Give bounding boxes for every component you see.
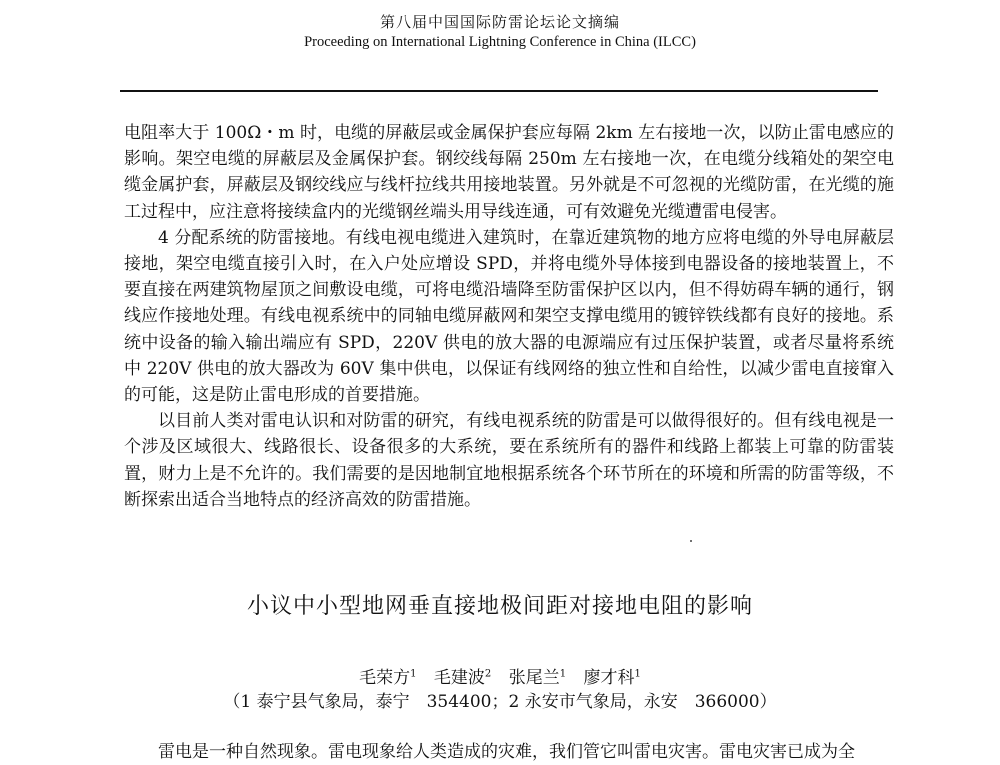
speck [690,540,692,542]
body-text [124,120,894,513]
author-list [120,662,880,690]
author-name: 毛建波 [433,667,485,688]
author [509,668,566,688]
author-affil-mark: 1 [559,668,567,679]
header-rule [120,90,878,92]
author [583,668,640,688]
paragraph-3: 以目前人类对雷电认识和对防雷的研究，有线电视系统的防雷是可以做得很好的。但有线电视是一个涉及区域很大、线路很长、设备很多的大系统，要在系统所有的器件和线路上都装上可靠的防雷装置，财力上是不允许的。我们需要的是因地制宜地根据系统各个环节所在的环境和所需的防雷等级，不断探索出适合当地特点的经济高效的防雷措施。 [124,411,894,510]
article-first-line: 雷电是一种自然现象。雷电现象给人类造成的灾难，我们管它叫雷电灾害。雷电灾害已成为全 [158,742,855,762]
header-title-cn: 第八届中国国际防雷论坛论文摘编 [379,13,620,31]
running-header [120,12,880,52]
author-name: 廖才科 [583,667,635,688]
author-affil-mark: 1 [410,668,417,679]
article-body-start [124,739,894,765]
author-affil-mark: 2 [484,668,492,679]
article-title: 小议中小型地网垂直接地极间距对接地电阻的影响 [246,594,753,619]
author [434,668,491,688]
author-name: 毛荣方 [359,667,411,688]
paragraph-2: 4 分配系统的防雷接地。有线电视电缆进入建筑时，在靠近建筑物的地方应将电缆的外导电屏蔽层接地，架空电缆直接引入时，在入户处应增设 SPD，并将电缆外导体接到电器设备的接地装置上，不要直接在两建筑物屋顶之间敷设电缆，可将电缆沿墙降至防雷保护区以内，但不得妨碍车辆的通行，钢线应作接地处理。有线电视系统中的同轴电缆屏蔽网和架空支撑电缆用的镀锌铁线都有良好的接地。系统中设备的输入输出端应有 SPD，220V 供电的放大器的电源端应有过压保护装置，或者尽量将系统中 220V 供电的放大器改为 60V 集中供电，以保证有线网络的独立性和自给性，以减少雷电直接窜入的可能，这是防止雷电形成的首要措施。 [124,227,894,406]
author-name: 张尾兰 [508,667,560,688]
author-affil-mark: 1 [634,668,641,679]
author [359,668,416,688]
affiliation: （1 泰宁县气象局，泰宁 354400；2 永安市气象局，永安 366000） [223,692,777,712]
header-title-en: Proceeding on International Lightning Conference in China (ILCC) [304,34,696,50]
paragraph-1: 电阻率大于 100Ω・m 时，电缆的屏蔽层或金属保护套应每隔 2km 左右接地一次，以防止雷电感应的影响。架空电缆的屏蔽层及金属保护套。钢绞线每隔 250m 左右接地一次，在电缆分线箱处的架空电缆金属护套，屏蔽层及钢绞线应与线杆拉线共用接地装置。另外就是不可忽视的光缆防雷，在光缆的施工过程中，应注意将接续盒内的光缆钢丝端头用导线连通，可有效避免光缆遭雷电侵害。 [124,123,894,222]
